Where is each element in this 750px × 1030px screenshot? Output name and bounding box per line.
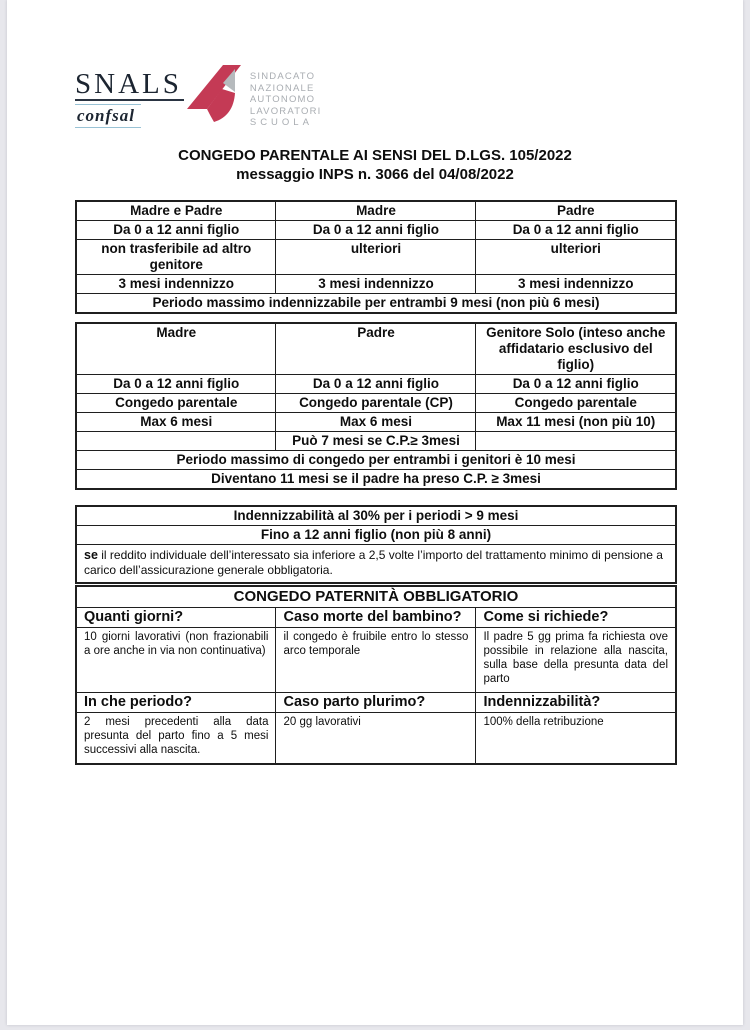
table-cell: [76, 432, 276, 451]
table-cell: Può 7 mesi se C.P.≥ 3mesi: [276, 432, 476, 451]
table-cell: Indennizzabilità al 30% per i periodi > 9 mesi: [76, 506, 676, 526]
table-title-cell: CONGEDO PATERNITÀ OBBLIGATORIO: [76, 586, 676, 608]
table-row: [76, 240, 676, 275]
logo-caption-line: LAVORATORI: [249, 105, 322, 117]
table-row: [76, 375, 676, 394]
question-cell: Indennizzabilità?: [476, 693, 676, 713]
table-cell: 3 mesi indennizzo: [276, 275, 476, 294]
logo-brand-text: SNALS: [75, 68, 182, 100]
answer-cell: Il padre 5 gg prima fa richiesta ove possibile in relazione alla nascita, sulla base della presunta data del parto: [476, 628, 676, 693]
table-footer-cell: Periodo massimo indennizzabile per entrambi 9 mesi (non più 6 mesi): [76, 294, 676, 314]
header-cell: Padre: [276, 323, 476, 375]
table-cell: Max 6 mesi: [76, 413, 276, 432]
table-congedo-parentale-indennizzo: [75, 200, 677, 314]
table-row: [76, 470, 676, 490]
table-cell: Max 6 mesi: [276, 413, 476, 432]
table-row: [76, 526, 676, 545]
table-row: [76, 221, 676, 240]
note-text: il reddito individuale dell’interessato sia inferiore a 2,5 volte l’importo del trattamento minimo di pensione a carico dell’assicurazione generale obbligatoria.: [84, 548, 663, 577]
logo-caption: [250, 60, 322, 129]
table-congedo-paternita: [75, 585, 677, 765]
table-cell: Da 0 a 12 anni figlio: [276, 375, 476, 394]
logo-caption-line: AUTONOMO: [249, 94, 316, 106]
table-cell: Max 11 mesi (non più 10): [476, 413, 676, 432]
answer-cell: 100% della retribuzione: [476, 713, 676, 765]
document-page: [7, 0, 743, 1025]
table-row: [76, 608, 676, 628]
document-title: [7, 146, 743, 184]
table-row: [76, 506, 676, 526]
table-row: [76, 628, 676, 693]
table-cell: Congedo parentale (CP): [276, 394, 476, 413]
table-cell: Da 0 a 12 anni figlio: [476, 221, 676, 240]
table-cell: Da 0 a 12 anni figlio: [476, 375, 676, 394]
table-cell: ulteriori: [476, 240, 676, 275]
table-cell: 3 mesi indennizzo: [76, 275, 276, 294]
table-footer-cell: Periodo massimo di congedo per entrambi i genitori è 10 mesi: [76, 451, 676, 470]
table-cell: 3 mesi indennizzo: [476, 275, 676, 294]
question-cell: In che periodo?: [76, 693, 276, 713]
table-cell: non trasferibile ad altro genitore: [76, 240, 276, 275]
answer-cell: il congedo è fruibile entro lo stesso arco temporale: [276, 628, 476, 693]
table-indennizzabilita: [75, 505, 677, 584]
header-cell: Madre: [76, 323, 276, 375]
table-row: [76, 451, 676, 470]
table-row: [76, 275, 676, 294]
logo-caption-line: SINDACATO: [249, 71, 316, 82]
answer-cell: 20 gg lavorativi: [276, 713, 476, 765]
snals-ribbon-icon: [186, 62, 242, 124]
table-footer-cell: Diventano 11 mesi se il padre ha preso C.P. ≥ 3mesi: [76, 470, 676, 490]
table-cell: Da 0 a 12 anni figlio: [276, 221, 476, 240]
table-row: [76, 201, 676, 221]
snals-logo: [75, 60, 322, 129]
table-congedo-parentale-durata: [75, 322, 677, 490]
question-cell: Caso parto plurimo?: [276, 693, 476, 713]
logo-caption-line: SCUOLA: [249, 117, 313, 129]
table-cell: ulteriori: [276, 240, 476, 275]
table-row: [76, 323, 676, 375]
note-bold-prefix: se: [84, 548, 98, 562]
header-cell: Madre e Padre: [76, 201, 276, 221]
title-line-1: CONGEDO PARENTALE AI SENSI DEL D.LGS. 105/2022: [178, 147, 572, 164]
table-cell: Da 0 a 12 anni figlio: [76, 221, 276, 240]
question-cell: Caso morte del bambino?: [276, 608, 476, 628]
logo-subbrand-text: confsal: [75, 104, 141, 128]
logo-caption-line: NAZIONALE: [249, 82, 315, 94]
table-cell: Congedo parentale: [76, 394, 276, 413]
answer-cell: 10 giorni lavorativi (non frazionabili a ore anche in via non continuativa): [76, 628, 276, 693]
table-row: [76, 545, 676, 584]
table-row: [76, 394, 676, 413]
table-row: [76, 413, 676, 432]
table-row: [76, 432, 676, 451]
table-row: [76, 713, 676, 765]
header-cell: Madre: [276, 201, 476, 221]
header-cell: Padre: [476, 201, 676, 221]
title-line-2: messaggio INPS n. 3066 del 04/08/2022: [236, 166, 514, 183]
question-cell: Quanti giorni?: [76, 608, 276, 628]
table-row: [76, 693, 676, 713]
table-cell: [476, 432, 676, 451]
table-cell: Fino a 12 anni figlio (non più 8 anni): [76, 526, 676, 545]
table-cell: Da 0 a 12 anni figlio: [76, 375, 276, 394]
table-note-cell: [76, 545, 676, 584]
logo-wordmark: [75, 60, 184, 128]
question-cell: Come si richiede?: [476, 608, 676, 628]
table-row: [76, 586, 676, 608]
header-cell: Genitore Solo (inteso anche affidatario esclusivo del figlio): [476, 323, 676, 375]
table-cell: Congedo parentale: [476, 394, 676, 413]
answer-cell: 2 mesi precedenti alla data presunta del parto fino a 5 mesi successivi alla nascita.: [76, 713, 276, 765]
table-row: [76, 294, 676, 314]
